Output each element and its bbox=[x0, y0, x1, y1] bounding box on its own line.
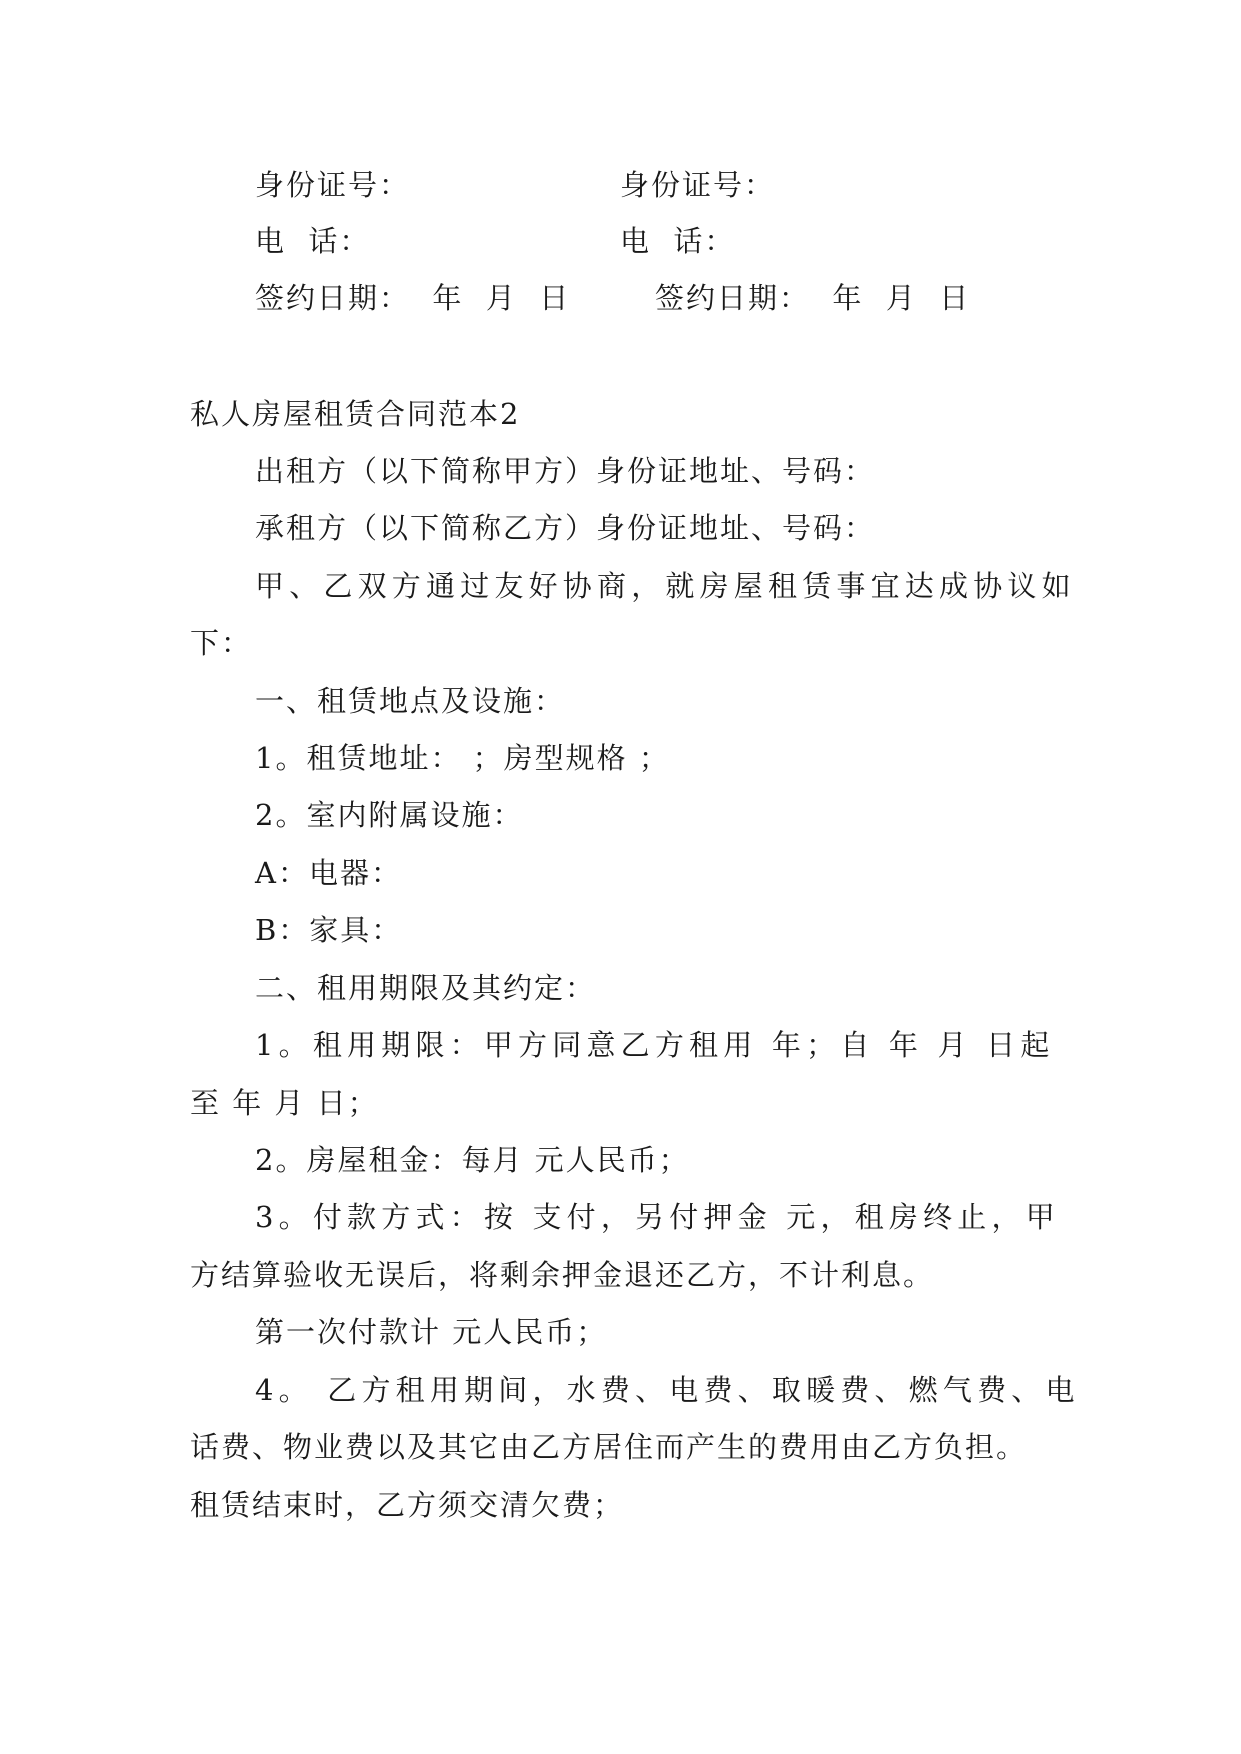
payment-method-line-1: 3。付款方式：按 支付，另付押金 元，租房终止，甲 bbox=[255, 1200, 1060, 1234]
utilities-line-1: 4。 乙方租用期间，水费、电费、取暖费、燃气费、电 bbox=[255, 1373, 1080, 1407]
lease-term-line-1: 1。租用期限：甲方同意乙方租用 年；自 年 月 日起 bbox=[255, 1028, 1055, 1062]
section-2-title: 二、租用期限及其约定： bbox=[255, 971, 597, 1005]
lease-term-line-2: 至 年 月 日； bbox=[190, 1086, 379, 1120]
utilities-line-2: 话费、物业费以及其它由乙方居住而产生的费用由乙方负担。 bbox=[190, 1430, 1028, 1464]
lessor-line: 出租方（以下简称甲方）身份证地址、号码： bbox=[255, 454, 876, 488]
right-id-number-label: 身份证号： bbox=[620, 168, 776, 202]
monthly-rent-item: 2。房屋租金：每月 元人民币； bbox=[255, 1143, 690, 1177]
payment-method-line-2: 方结算验收无误后，将剩余押金退还乙方，不计利息。 bbox=[190, 1258, 935, 1292]
first-payment-line: 第一次付款计 元人民币； bbox=[255, 1315, 608, 1349]
appliances-item: A：电器： bbox=[255, 856, 402, 890]
left-id-number-label: 身份证号： bbox=[255, 168, 411, 202]
left-phone-label: 电 话： bbox=[255, 224, 371, 258]
left-sign-date: 签约日期： 年 月 日 bbox=[255, 281, 571, 315]
section-1-title: 一、租赁地点及设施： bbox=[255, 684, 566, 718]
intro-paragraph-line-2: 下： bbox=[190, 626, 253, 660]
right-sign-date: 签约日期： 年 月 日 bbox=[655, 281, 971, 315]
right-phone-label: 电 话： bbox=[620, 224, 736, 258]
document-title: 私人房屋租赁合同范本2 bbox=[190, 397, 521, 431]
lessee-line: 承租方（以下简称乙方）身份证地址、号码： bbox=[255, 511, 876, 545]
intro-paragraph-line-1: 甲、乙双方通过友好协商，就房屋租赁事宜达成协议如 bbox=[255, 569, 1076, 603]
facilities-item: 2。室内附属设施： bbox=[255, 798, 524, 832]
furniture-item: B：家具： bbox=[255, 913, 403, 947]
rental-address-item: 1。租赁地址： ；房型规格 ； bbox=[255, 741, 670, 775]
utilities-line-3: 租赁结束时，乙方须交清欠费； bbox=[190, 1488, 625, 1522]
